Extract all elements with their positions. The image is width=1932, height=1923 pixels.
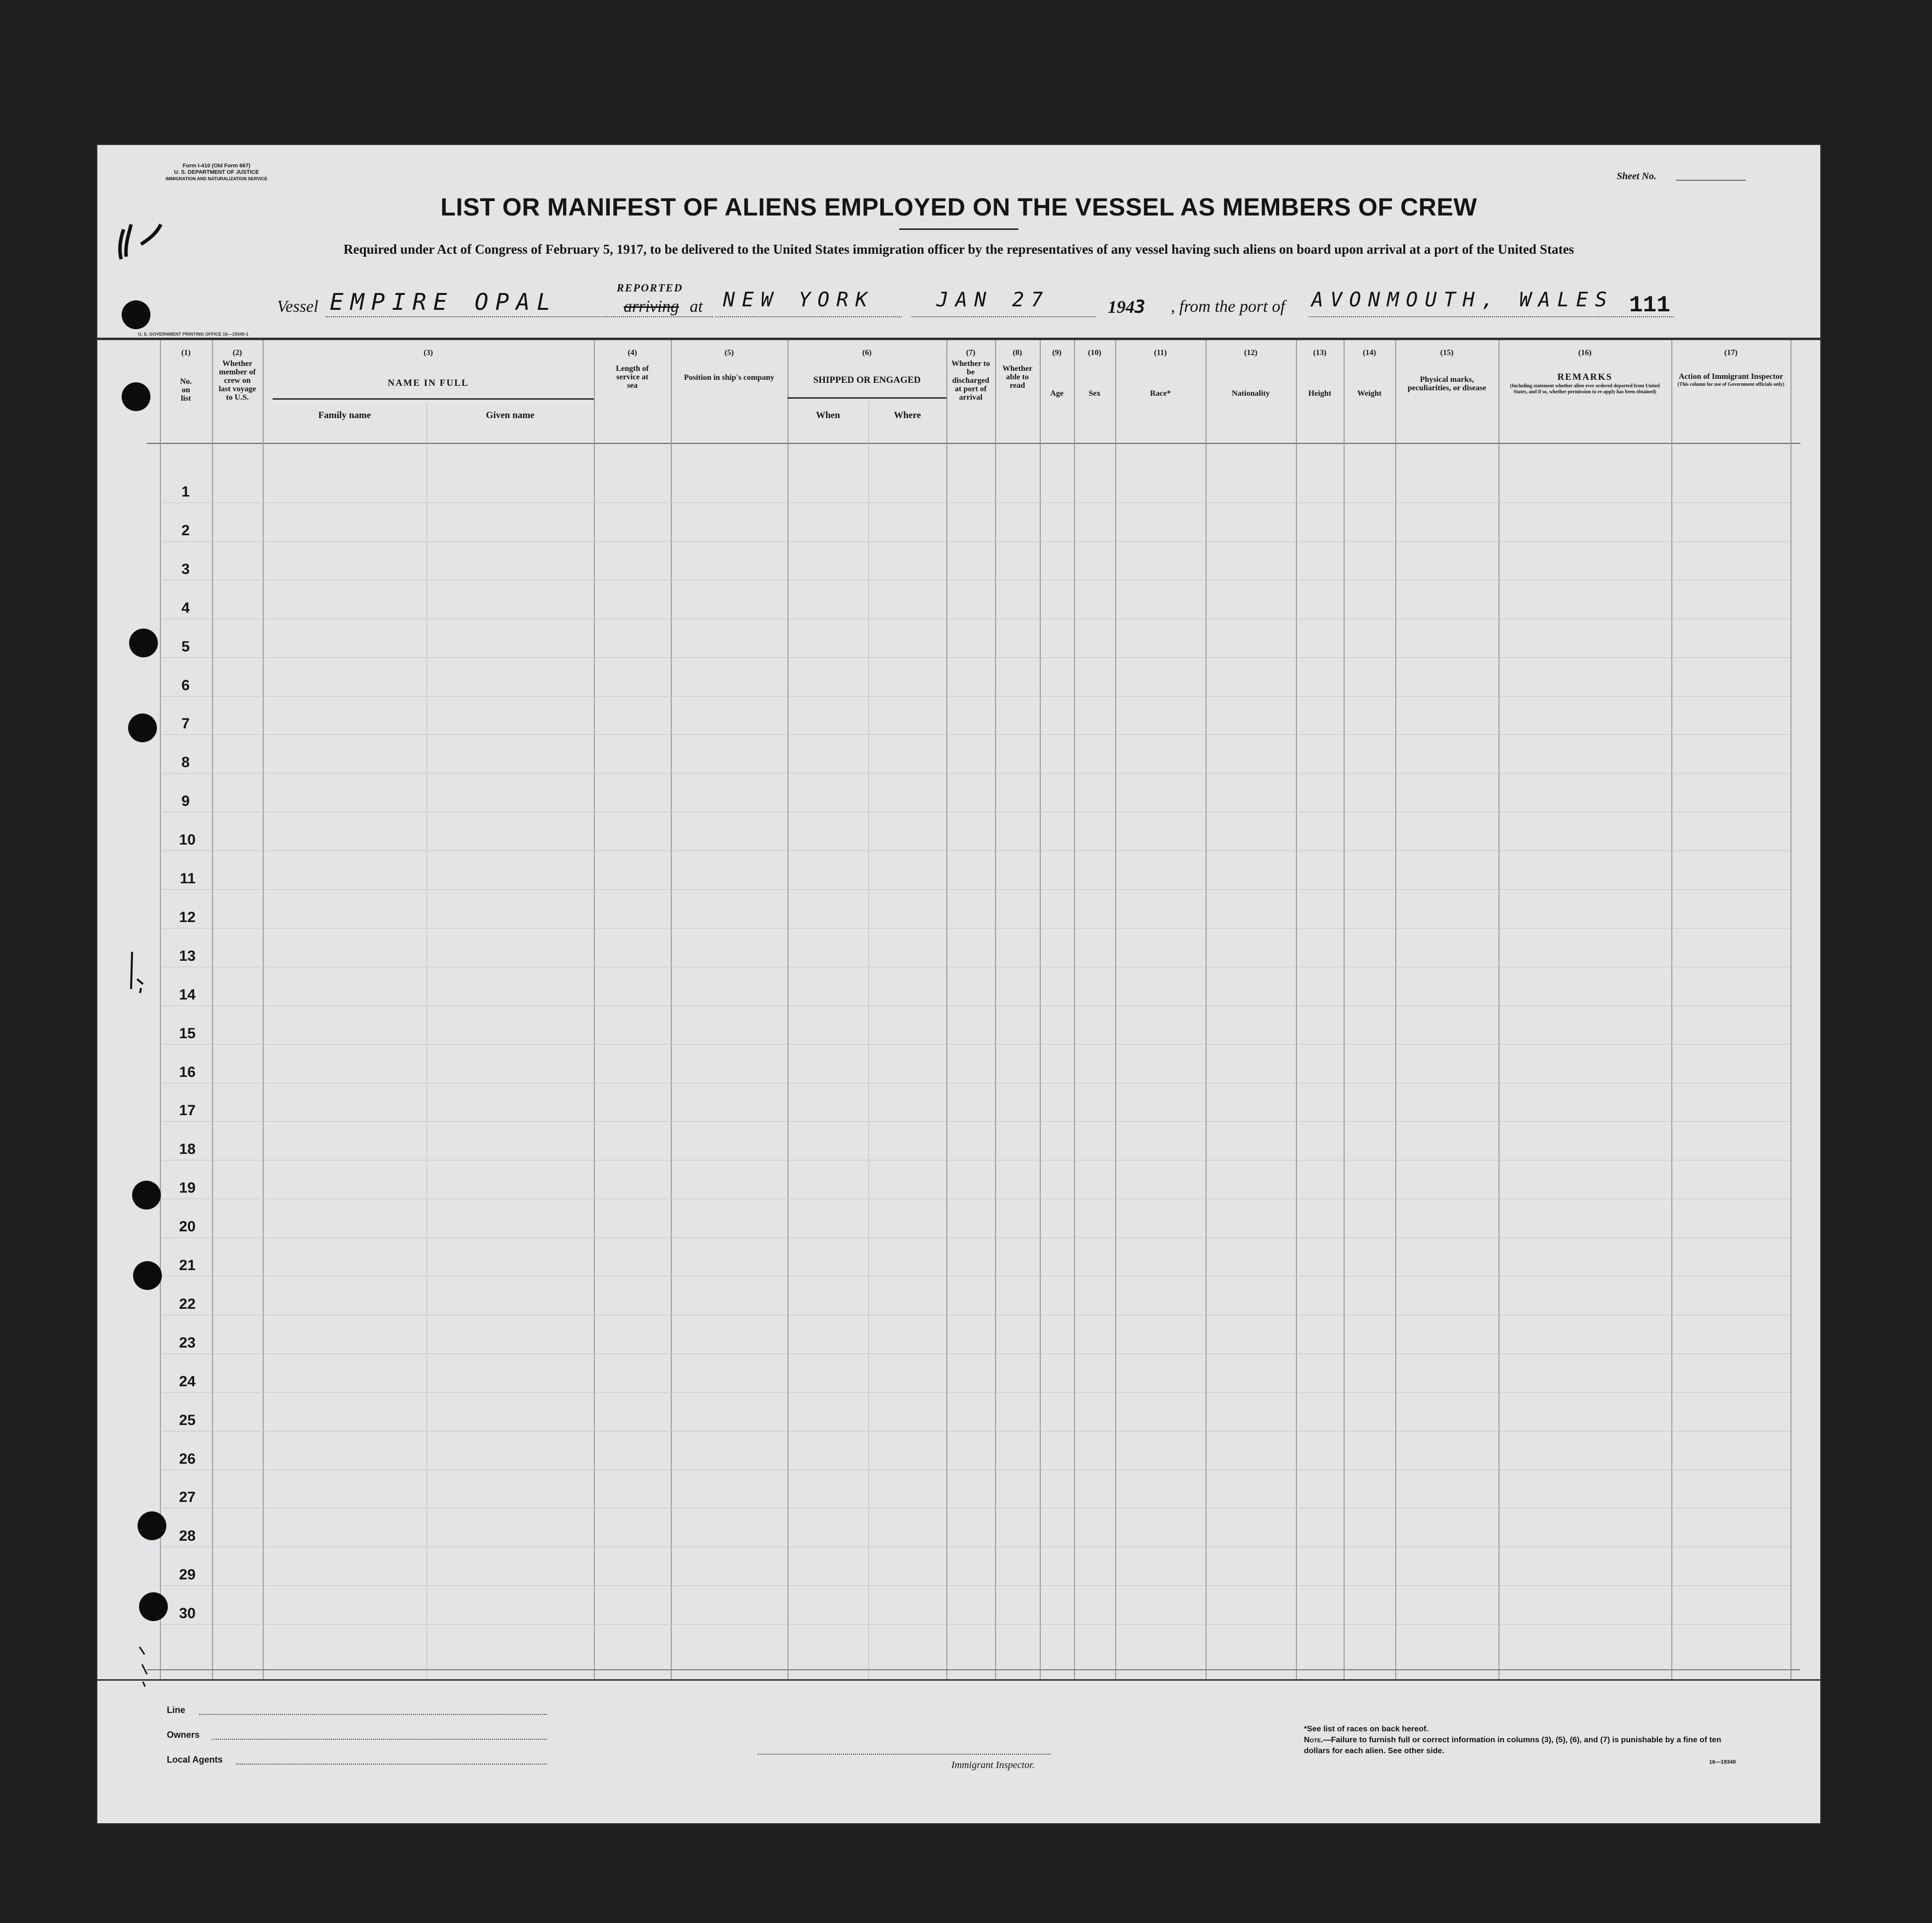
race-note: *See list of races on back hereof. bbox=[1304, 1725, 1429, 1733]
col-header-14 bbox=[1344, 349, 1395, 398]
row-number: 17 bbox=[179, 1102, 196, 1119]
col-num: (7) bbox=[966, 349, 976, 357]
col-num: (10) bbox=[1088, 349, 1101, 357]
row-number: 11 bbox=[180, 870, 196, 887]
note-text: —Failure to furnish full or correct information in columns (3), (5), (6), and (7) is punishable by a fine of ten dollars for each alien. See other side. bbox=[1304, 1736, 1721, 1755]
inspector-signature-line bbox=[758, 1754, 1051, 1755]
year-handwritten: 3 bbox=[1135, 297, 1145, 317]
col-sublabel-where: Where bbox=[894, 410, 921, 421]
col-label: Race* bbox=[1150, 389, 1171, 398]
col-num: (12) bbox=[1244, 349, 1258, 357]
col-num: (14) bbox=[1362, 349, 1376, 357]
col-header-7 bbox=[946, 349, 995, 402]
col-label: Action of Immigrant Inspector bbox=[1678, 372, 1784, 381]
table-row-rule bbox=[160, 502, 1790, 503]
col-header-2 bbox=[212, 349, 263, 402]
col-sublabel-family: Family name bbox=[318, 410, 371, 421]
form-id-line: U. S. DEPARTMENT OF JUSTICE bbox=[174, 169, 259, 175]
col-sublabel-when: When bbox=[816, 410, 840, 421]
col-label: Weight bbox=[1357, 389, 1382, 398]
from-port-label: , from the port of bbox=[1171, 297, 1286, 316]
punch-hole bbox=[132, 1181, 161, 1210]
col-label: Whether able to read bbox=[1002, 364, 1033, 390]
handwritten-scratch bbox=[111, 219, 166, 264]
col-num: (17) bbox=[1724, 349, 1738, 357]
row-number: 22 bbox=[179, 1295, 196, 1312]
row-number: 27 bbox=[179, 1489, 196, 1506]
row-number: 14 bbox=[179, 986, 196, 1003]
row-number: 21 bbox=[179, 1257, 196, 1274]
col-num: (15) bbox=[1440, 349, 1454, 357]
row-number: 2 bbox=[181, 522, 190, 539]
arriving-struck: arriving bbox=[624, 297, 679, 316]
col-header-8 bbox=[995, 349, 1040, 390]
col-label: Length of service at sea bbox=[616, 364, 649, 390]
col-label: NAME IN FULL bbox=[387, 378, 469, 388]
owners-label: Owners bbox=[167, 1730, 200, 1740]
col-header-16 bbox=[1499, 349, 1671, 395]
row-number: 23 bbox=[179, 1334, 196, 1351]
col-header-6 bbox=[787, 349, 946, 421]
table-row-rule bbox=[160, 734, 1790, 735]
row-number: 5 bbox=[181, 638, 190, 655]
col-num: (8) bbox=[1012, 349, 1022, 357]
col-header-12 bbox=[1206, 349, 1296, 398]
printer-line: U. S. GOVERNMENT PRINTING OFFICE 16—19340-1 bbox=[138, 332, 249, 337]
vessel-line bbox=[97, 282, 1820, 326]
vessel-name: EMPIRE OPAL bbox=[330, 288, 558, 315]
margin-mark bbox=[128, 949, 148, 994]
arrival-date: JAN 27 bbox=[936, 288, 1050, 311]
table-row-rule bbox=[160, 1624, 1790, 1625]
col-note: (This column for use of Government officials only) bbox=[1677, 382, 1785, 387]
row-number: 4 bbox=[181, 599, 190, 616]
arrival-port: NEW YORK bbox=[723, 288, 874, 311]
col-num: (13) bbox=[1313, 349, 1327, 357]
col-header-11 bbox=[1115, 349, 1206, 398]
row-number: 26 bbox=[179, 1450, 196, 1467]
table-row-rule bbox=[160, 1392, 1790, 1393]
table-row-rule bbox=[160, 657, 1790, 658]
row-number: 30 bbox=[179, 1605, 196, 1622]
punch-hole bbox=[122, 382, 150, 411]
col-label: Whether member of crew on last voyage to U.S. bbox=[218, 359, 256, 402]
form-id-line: IMMIGRATION AND NATURALIZATION SERVICE bbox=[165, 176, 268, 181]
col-num: (2) bbox=[232, 349, 242, 357]
margin-mark bbox=[137, 1644, 152, 1689]
col-num: (16) bbox=[1578, 349, 1592, 357]
row-number: 9 bbox=[181, 793, 190, 810]
col-num: (11) bbox=[1154, 349, 1167, 357]
footer-top-rule bbox=[97, 1679, 1820, 1681]
year-printed: 194 bbox=[1108, 297, 1135, 317]
row-number: 1 bbox=[181, 484, 190, 500]
col-num: (3) bbox=[424, 349, 433, 357]
col-label: REMARKS bbox=[1557, 372, 1613, 382]
col-label: Nationality bbox=[1231, 389, 1270, 398]
page-title: LIST OR MANIFEST OF ALIENS EMPLOYED ON THE VESSEL AS MEMBERS OF CREW bbox=[440, 193, 1477, 221]
col-header-15 bbox=[1395, 349, 1499, 392]
page-stamp-number: 111 bbox=[1629, 292, 1670, 318]
row-number: 8 bbox=[181, 754, 190, 771]
col-header-3 bbox=[263, 349, 594, 421]
vessel-label: Vessel bbox=[277, 297, 319, 316]
sheet-number bbox=[1617, 171, 1656, 182]
form-code: 16—19340 bbox=[1709, 1759, 1736, 1765]
row-number: 15 bbox=[179, 1025, 196, 1042]
row-number: 28 bbox=[179, 1528, 196, 1545]
row-number: 6 bbox=[181, 677, 190, 694]
table-row-rule bbox=[160, 696, 1790, 697]
col-label: Height bbox=[1308, 389, 1332, 398]
line-label: Line bbox=[167, 1705, 186, 1715]
col-header-17 bbox=[1671, 349, 1790, 388]
table-row-rule bbox=[160, 1121, 1790, 1122]
col-header-5 bbox=[671, 349, 787, 382]
title-underline bbox=[899, 228, 1018, 230]
header-bottom-rule bbox=[147, 443, 1800, 444]
table-row-rule bbox=[160, 1276, 1790, 1277]
inspector-label: Immigrant Inspector. bbox=[951, 1760, 1035, 1771]
table-row-rule bbox=[160, 1237, 1790, 1238]
col-label: Physical marks, peculiarities, or disease bbox=[1407, 375, 1487, 392]
table-row-rule bbox=[160, 1005, 1790, 1006]
col-label: Age bbox=[1050, 389, 1064, 398]
col-label: Whether to be discharged at port of arrival bbox=[951, 359, 990, 402]
fine-note bbox=[1304, 1735, 1736, 1757]
punch-hole bbox=[128, 713, 157, 742]
col-num: (5) bbox=[724, 349, 734, 357]
col-label: Position in ship's company bbox=[684, 373, 775, 382]
table-row-rule bbox=[160, 1353, 1790, 1354]
table-row-rule bbox=[160, 889, 1790, 890]
col-label: Sex bbox=[1088, 389, 1101, 398]
col-label: No. on list bbox=[180, 377, 192, 403]
col-num: (9) bbox=[1052, 349, 1062, 357]
note-prefix: Note. bbox=[1304, 1736, 1323, 1744]
table-bottom-rule bbox=[147, 1669, 1800, 1670]
col-num: (1) bbox=[181, 349, 191, 357]
row-number: 10 bbox=[179, 832, 196, 849]
row-number: 3 bbox=[181, 561, 190, 577]
row-number: 19 bbox=[179, 1180, 196, 1197]
table-row-rule bbox=[160, 1044, 1790, 1045]
col-label: SHIPPED OR ENGAGED bbox=[813, 375, 921, 385]
col-num: (4) bbox=[628, 349, 637, 357]
punch-hole bbox=[139, 1592, 168, 1621]
local-agents-label: Local Agents bbox=[167, 1755, 223, 1765]
manifest-sheet bbox=[97, 145, 1820, 1823]
table-row-rule bbox=[160, 773, 1790, 774]
row-number: 20 bbox=[179, 1218, 196, 1235]
departure-port: AVONMOUTH, WALES bbox=[1311, 288, 1614, 311]
reported-annotation: REPORTED bbox=[617, 282, 683, 294]
punch-hole bbox=[129, 629, 158, 657]
table-top-rule bbox=[97, 338, 1820, 340]
sheet-label: Sheet No. bbox=[1617, 171, 1656, 182]
footer-note bbox=[1304, 1724, 1736, 1768]
col-header-9 bbox=[1040, 349, 1074, 398]
row-number: 18 bbox=[179, 1141, 196, 1158]
row-number: 7 bbox=[181, 715, 190, 732]
punch-hole bbox=[122, 300, 150, 329]
col-header-4 bbox=[594, 349, 671, 390]
col-header-1 bbox=[160, 349, 212, 403]
table-row-rule bbox=[160, 1585, 1790, 1586]
row-number: 24 bbox=[179, 1373, 196, 1390]
form-subtitle: Required under Act of Congress of February 5, 1917, to be delivered to the United States immigration officer by the representatives of any vessel having such aliens on board upon arrival at a port of the United States bbox=[343, 242, 1574, 257]
punch-hole bbox=[138, 1511, 166, 1540]
col-note: (Including statement whether alien ever ordered deported from United States, and if so, whether permission to re-apply has been obtained) bbox=[1510, 383, 1660, 395]
col-num: (6) bbox=[862, 349, 872, 357]
table-row-rule bbox=[160, 541, 1790, 542]
col-header-13 bbox=[1296, 349, 1344, 398]
at-label: at bbox=[690, 297, 703, 316]
row-number: 25 bbox=[179, 1412, 196, 1428]
row-number: 29 bbox=[179, 1567, 196, 1583]
col-header-10 bbox=[1074, 349, 1115, 398]
col-sublabel-given: Given name bbox=[486, 410, 535, 421]
form-id-block bbox=[157, 163, 276, 182]
year-field bbox=[1108, 296, 1145, 317]
punch-hole bbox=[133, 1261, 162, 1290]
row-number: 12 bbox=[179, 909, 196, 926]
form-id-line: Form I-410 (Old Form 667) bbox=[182, 163, 251, 169]
row-number: 16 bbox=[179, 1064, 196, 1080]
row-number: 13 bbox=[179, 947, 196, 964]
